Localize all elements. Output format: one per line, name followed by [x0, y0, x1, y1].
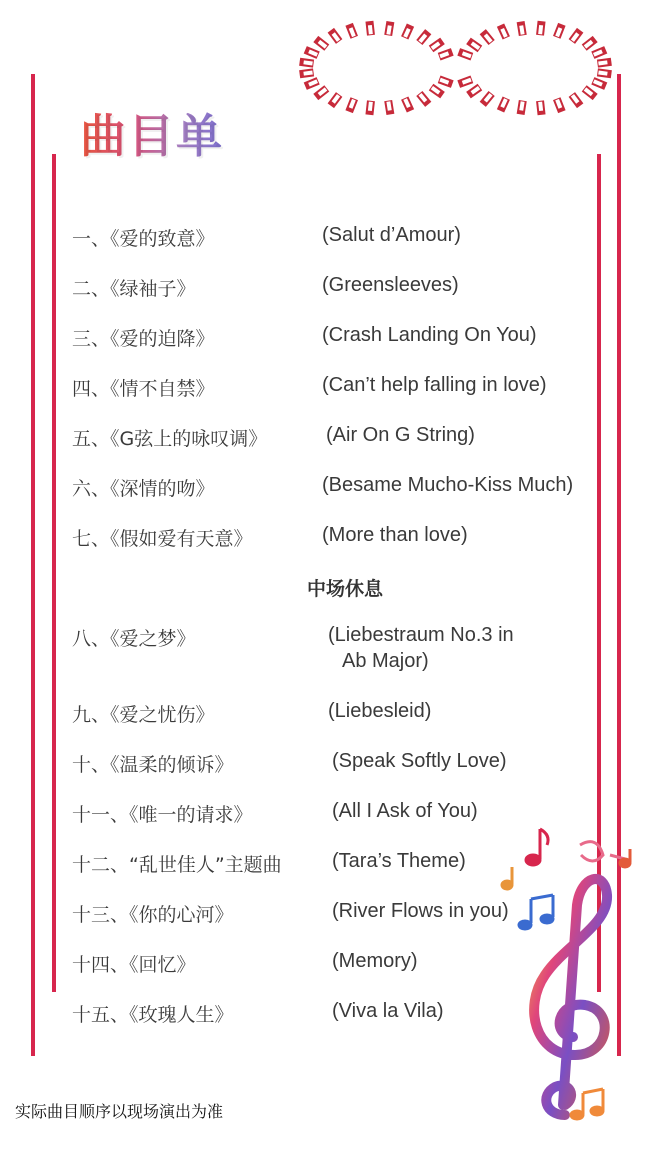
song-english-title: (Viva la Vila) [332, 1000, 444, 1022]
song-chinese-title: 十四、《回忆》 [72, 954, 196, 976]
page-title: 曲目单 [80, 100, 224, 166]
song-chinese-title: 十一、《唯一的请求》 [72, 804, 253, 826]
song-english-title: (Can’t help falling in love) [322, 374, 547, 396]
song-english-title: (All I Ask of You) [332, 800, 478, 822]
program-item [0, 524, 661, 564]
song-chinese-title: 十五、《玫瑰人生》 [72, 1004, 234, 1026]
program-item [0, 274, 661, 314]
song-english-title: (Liebesleid) [328, 700, 432, 722]
infinity-piano-keys-icon [298, 10, 618, 125]
footnote: 实际曲目顺序以现场演出为准 [15, 1102, 224, 1121]
song-english-title: (Speak Softly Love) [332, 750, 507, 772]
song-chinese-title: 四、《情不自禁》 [72, 378, 215, 400]
intermission-heading: 中场休息 [306, 578, 383, 600]
song-chinese-title: 八、《爱之梦》 [72, 628, 196, 650]
song-english-title-line2: Ab Major) [342, 650, 429, 672]
program-item [0, 324, 661, 364]
song-english-title: (Air On G String) [326, 424, 475, 446]
song-chinese-title: 十二、“乱世佳人”主题曲 [72, 854, 282, 876]
song-english-title: (Crash Landing On You) [322, 324, 537, 346]
song-english-title: (Salut d’Amour) [322, 224, 461, 246]
song-english-title: (Tara’s Theme) [332, 850, 466, 872]
song-chinese-title: 一、《爱的致意》 [72, 228, 215, 250]
song-chinese-title: 九、《爱之忧伤》 [72, 704, 215, 726]
song-chinese-title: 六、《深情的吻》 [72, 478, 215, 500]
program-item [0, 374, 661, 414]
program-item [0, 424, 661, 464]
song-english-title: (Memory) [332, 950, 418, 972]
song-english-title: (Liebestraum No.3 in [328, 624, 514, 646]
song-chinese-title: 三、《爱的迫降》 [72, 328, 215, 350]
song-chinese-title: 十、《温柔的倾诉》 [72, 754, 234, 776]
program-item [0, 700, 661, 740]
song-english-title: (River Flows in you) [332, 900, 509, 922]
program-item [0, 224, 661, 264]
song-chinese-title: 二、《绿袖子》 [72, 278, 196, 300]
song-english-title: (Besame Mucho-Kiss Much) [322, 474, 574, 496]
treble-clef-music-notes-icon [485, 815, 645, 1135]
song-chinese-title: 七、《假如爱有天意》 [72, 528, 253, 550]
song-chinese-title: 五、《G弦上的咏叹调》 [72, 428, 268, 450]
song-english-title: (Greensleeves) [322, 274, 459, 296]
program-item [0, 624, 661, 684]
song-english-title: (More than love) [322, 524, 468, 546]
program-item [0, 474, 661, 514]
song-chinese-title: 十三、《你的心河》 [72, 904, 234, 926]
program-item [0, 750, 661, 790]
